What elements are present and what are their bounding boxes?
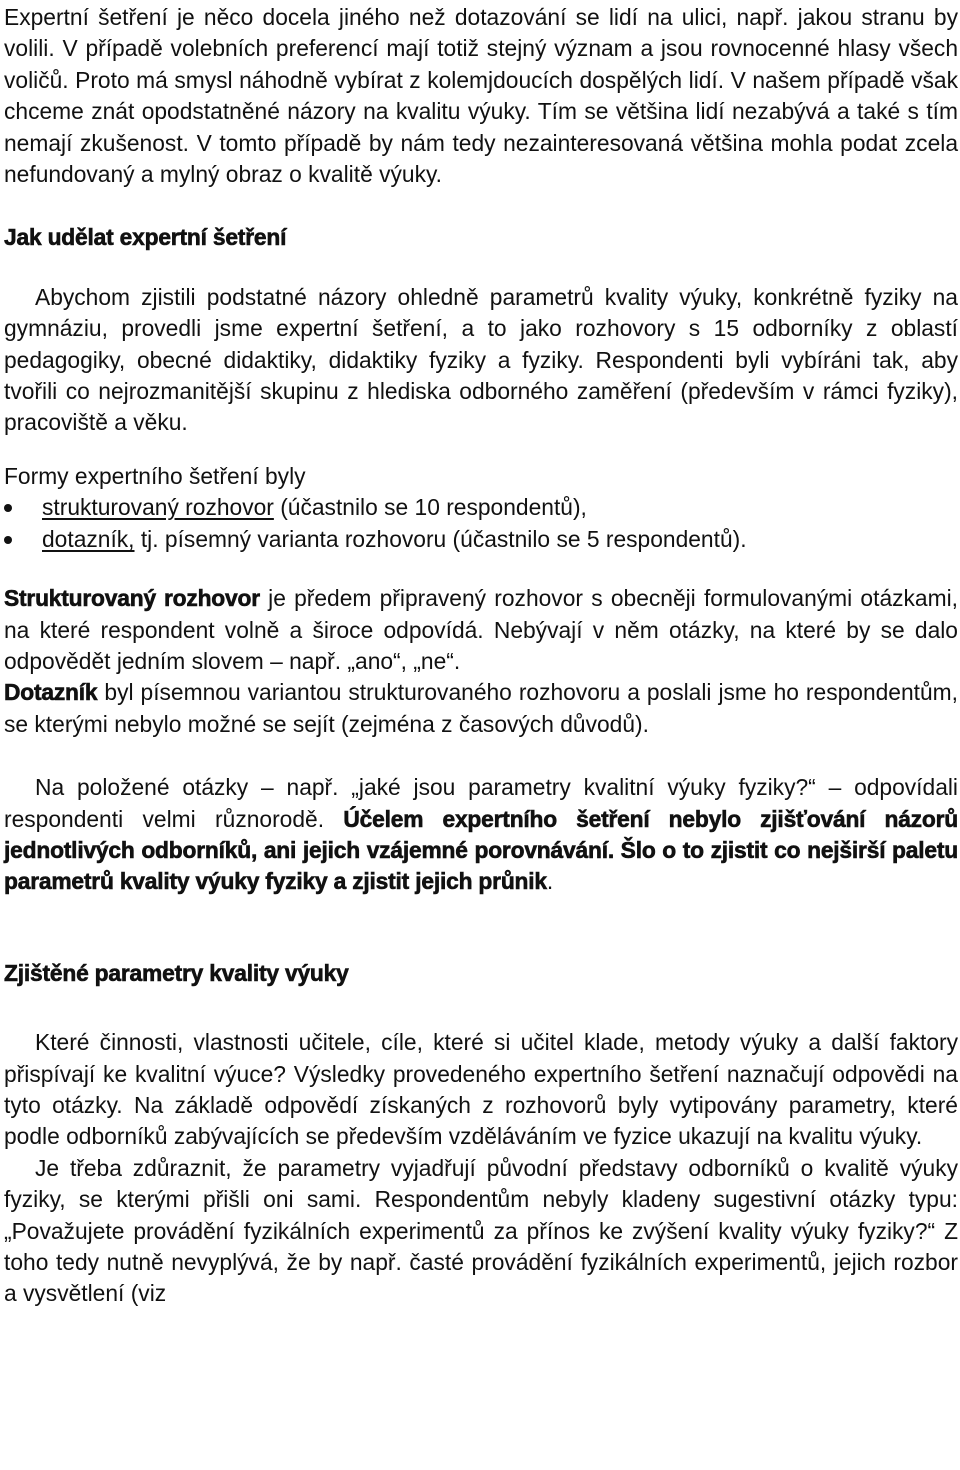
bullet-term: dotazník, [42,525,135,552]
bullet-text: tj. písemný varianta rozhovoru (účastnilo se 5 respondentů). [134,525,747,552]
paragraph-structured-interview [4,583,958,677]
bullet-icon [4,536,12,544]
paragraph-expert-vs-survey: Expertní šetření je něco docela jiného než dotazování se lidí na ulici, např. jakou stranu by volili. V případě volebních preferencí mají totiž stejný význam a jsou rovnocenné hlasy všech voličů. Proto má smysl náhodně vybírat z kolemjdoucích dospělých lidí. V našem případě však chceme znát opodstatněné názory na kvalitu výuky. Tím se většina lidí nezabývá a také s tím nemají zkušenost. V tomto případě by nám tedy nezainteresovaná většina mohla podat zcela nefundovaný a mylný obraz o kvalitě výuky. [4,4,958,188]
paragraph-purpose [4,772,958,898]
bullet-icon [4,504,12,512]
section-heading-how-to: Jak udělat expertní šetření [4,224,287,251]
section-heading-parameters: Zjištěné parametry kvality výuky [4,959,349,986]
forms-list [4,492,958,555]
definition-questionnaire: byl písemnou variantou strukturovaného rozhovoru a poslali jsme ho respondentům, se kterými nebylo možné se sejít (zejména z časových důvodů). [4,679,958,737]
bullet-term: strukturovaný rozhovor [42,494,274,521]
paragraph-emphasis: Je třeba zdůraznit, že parametry vyjadřují původní představy odborníků o kvalitě výuky fyziky, se kterými přišli oni sami. Respondentům nebyly kladeny sugestivní otázky typu: „Považujete provádění fyzikálních experimentů za přínos ke zvýšení kvality výuky fyziky?“ Z toho tedy nutně nevyplývá, že by např. časté provádění fyzikálních experimentů, jejich rozbor a vysvětlení (viz [4,1154,958,1307]
list-item [4,524,958,555]
paragraph-method: Abychom zjistili podstatné názory ohledně parametrů kvality výuky, konkrétně fyziky na gymnáziu, provedli jsme expertní šetření, a to jako rozhovory s 15 odborníky z oblastí pedagogiky, obecné didaktiky, didaktiky fyziky a fyziky. Respondenti byli vybíráni tak, aby tvořili co nejrozmanitější skupinu z hlediska odborného zaměření (především v rámci fyziky), pracoviště a věku. [4,283,958,436]
term-structured-interview: Strukturovaný rozhovor [4,585,260,612]
bullet-text: (účastnilo se 10 respondentů), [273,494,587,521]
document-page [4,0,958,1310]
list-item [4,492,958,523]
purpose-plain-text: Na položené otázky – např. „jaké jsou parametry kvalitní výuky fyziky?“ – odpovídali respondenti velmi různorodě. [4,774,958,832]
forms-intro: Formy expertního šetření byly [4,462,306,489]
definition-structured-interview: je předem připravený rozhovor s obecněji formulovanými otázkami, na které respondent volně a široce odpovídá. Nebývají v něm otázky, na které by se dalo odpovědět jedním slovem – např. „ano“, „ne“. [4,585,958,674]
purpose-end: . [546,868,554,895]
paragraph-questionnaire [4,677,958,740]
purpose-bold-text: Účelem expertního šetření nebylo zjišťování názorů jednotlivých odborníků, ani jejich vzájemné porovnávání. Šlo o to zjistit co nejširší paletu parametrů kvality výuky fyziky a zjistit jejich průnik [4,805,958,895]
term-questionnaire: Dotazník [4,679,98,706]
paragraph-findings: Které činnosti, vlastnosti učitele, cíle, které si učitel klade, metody výuky a další faktory přispívají ke kvalitní výuce? Výsledky provedeného expertního šetření naznačují odpovědi na tyto otázky. Na základě odpovědí získaných z rozhovorů byly vytipovány parametry, které podle odborníků zabývajících se především vzděláváním ve fyzice ukazují na kvalitu výuky. [4,1029,958,1150]
